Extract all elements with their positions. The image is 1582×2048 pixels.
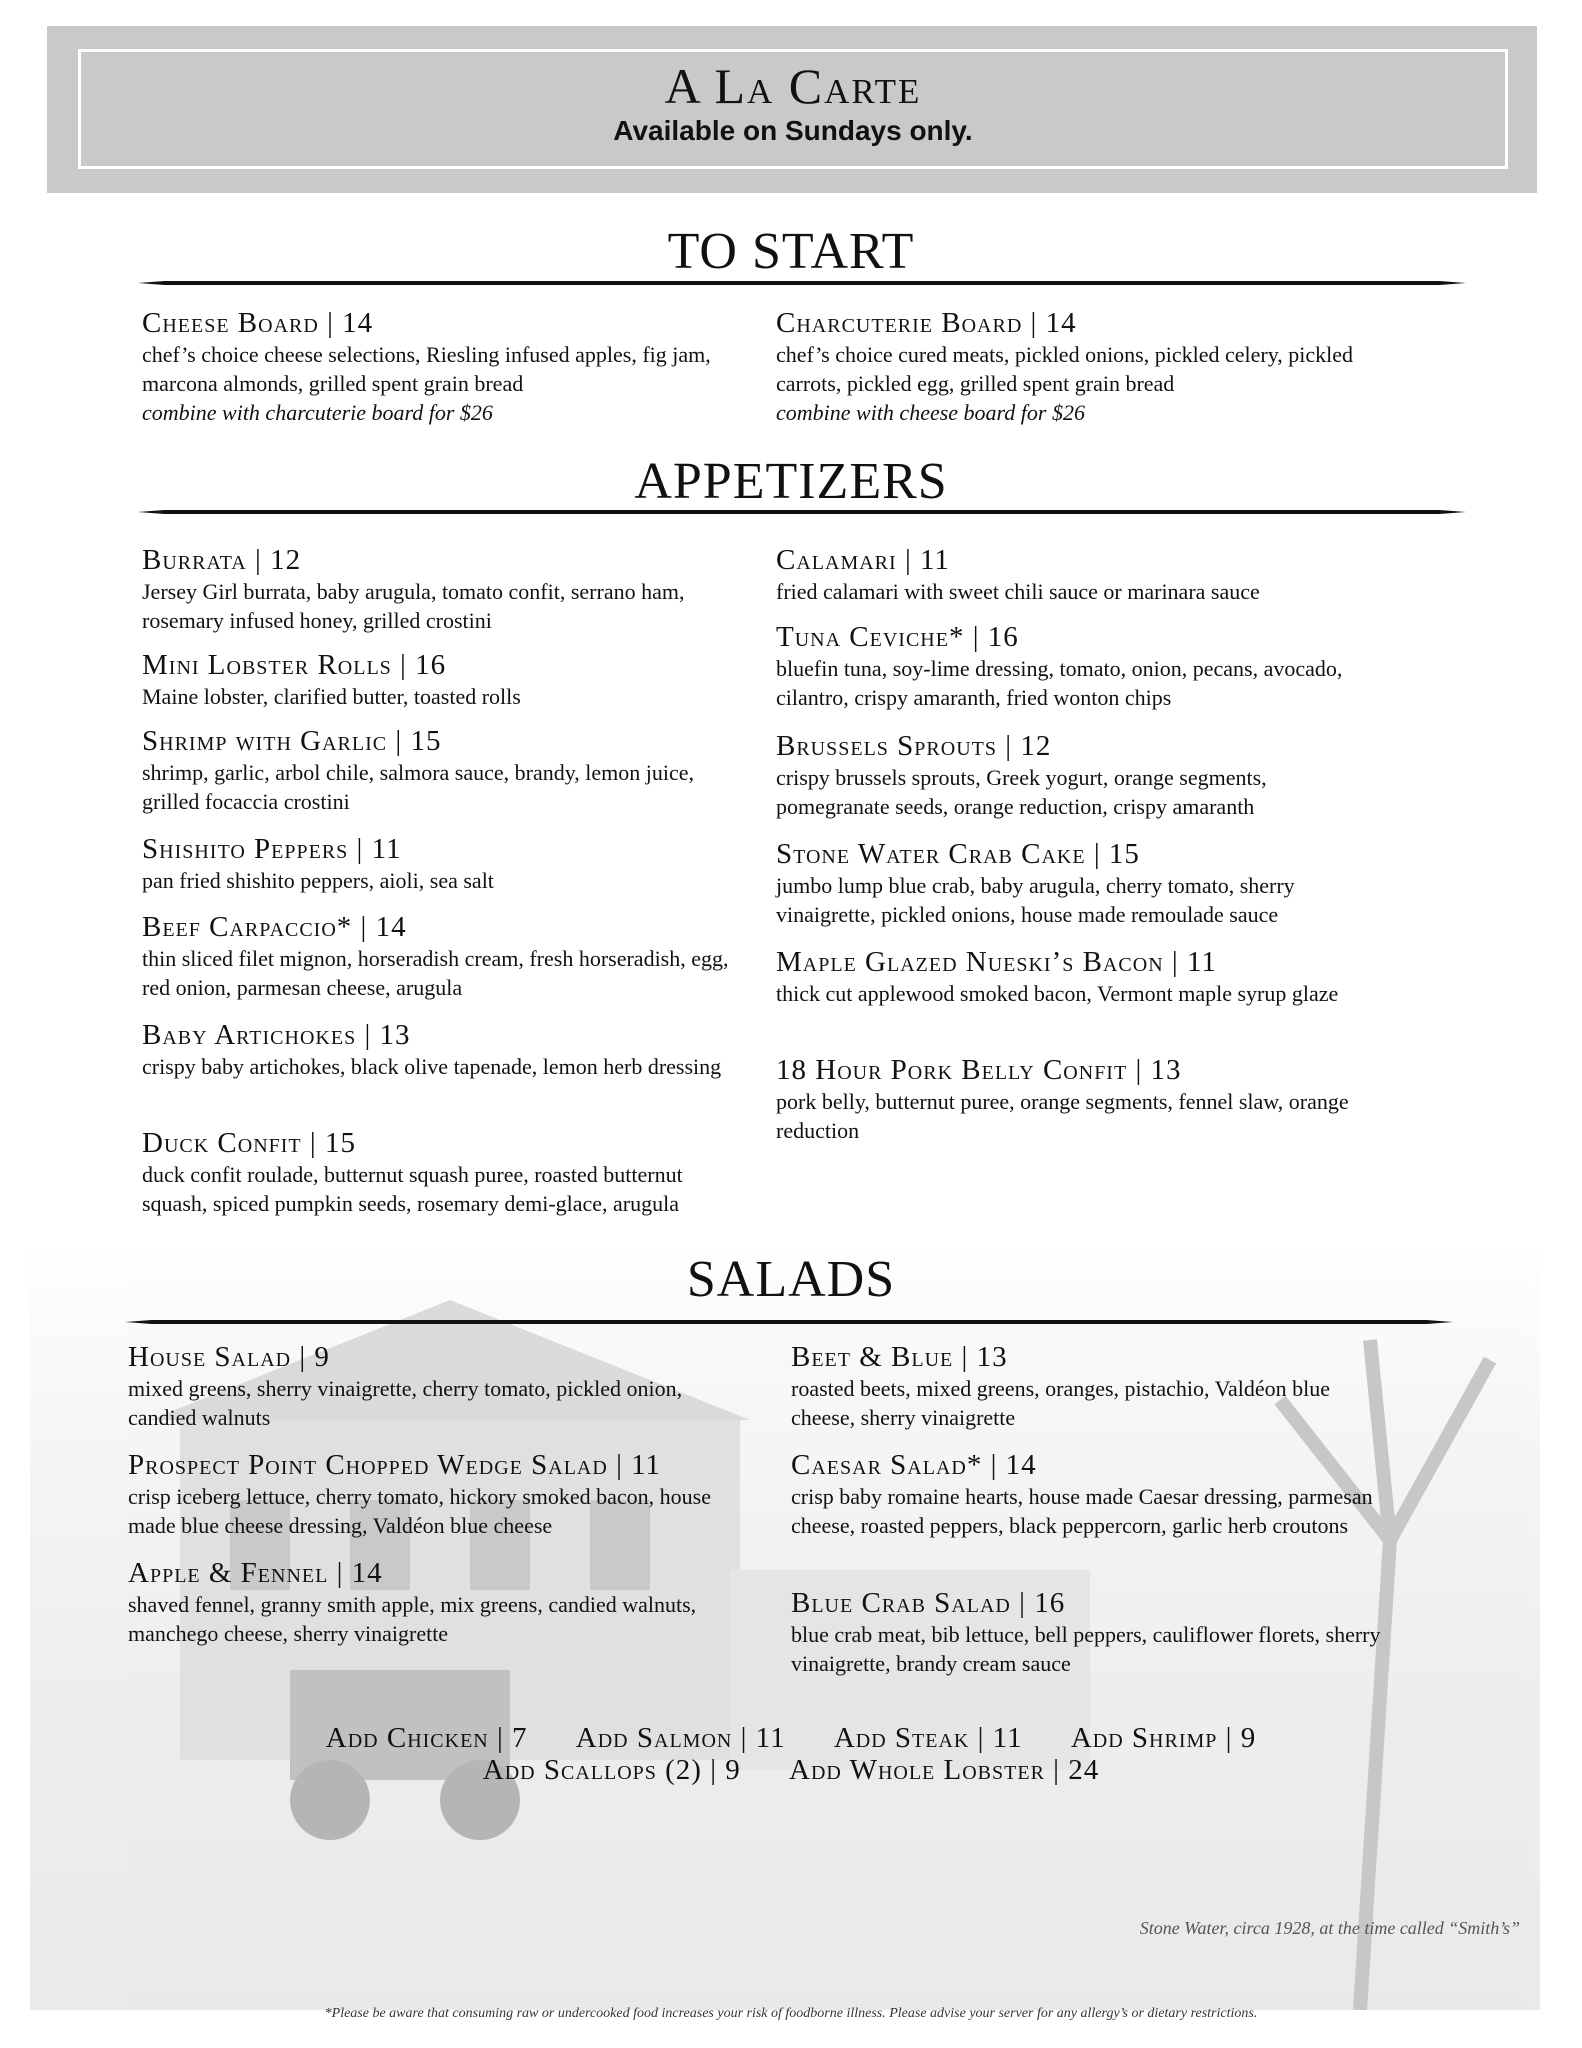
section-title-appetizers: APPETIZERS (634, 453, 948, 510)
item-price: 15 (410, 725, 442, 757)
menu-item: Maple Glazed Nueski’s Bacon | 11 thick cut applewood smoked bacon, Vermont maple syrup glaze (776, 945, 1376, 1008)
menu-item: Apple & Fennel | 14 shaved fennel, granny smith apple, mix greens, candied walnuts, manchego cheese, sherry vinaigrette (128, 1556, 728, 1648)
addon-shrimp: Add Shrimp | 9 (1070, 1722, 1257, 1754)
item-price: 13 (379, 1019, 411, 1051)
menu-title: A La Carte (664, 58, 922, 114)
photo-caption: Stone Water, circa 1928, at the time called “Smith’s” (1139, 1918, 1520, 1938)
item-price: 14 (375, 911, 407, 943)
item-price: 16 (987, 621, 1019, 653)
item-description: mixed greens, sherry vinaigrette, cherry tomato, pickled onion, candied walnuts (128, 1376, 683, 1430)
addon-salmon: Add Salmon | 11 (575, 1722, 786, 1754)
item-description: duck confit roulade, butternut squash puree, roasted butternut squash, spiced pumpkin seeds, rosemary demi-glace, arugula (142, 1162, 683, 1216)
item-description: fried calamari with sweet chili sauce or marinara sauce (776, 579, 1260, 604)
menu-item: Shrimp with Garlic | 15 shrimp, garlic, arbol chile, salmora sauce, brandy, lemon juice, grilled focaccia crostini (142, 724, 742, 816)
header-band (47, 26, 1537, 193)
menu-item: 18 Hour Pork Belly Confit | 13 pork belly, butternut puree, orange segments, fennel slaw, orange reduction (776, 1053, 1376, 1145)
menu-item: Baby Artichokes | 13 crispy baby artichokes, black olive tapenade, lemon herb dressing (142, 1018, 742, 1081)
item-description: crisp iceberg lettuce, cherry tomato, hickory smoked bacon, house made blue cheese dressing, Valdéon blue cheese (128, 1484, 712, 1538)
item-description: chef’s choice cheese selections, Riesling infused apples, fig jam, marcona almonds, grilled spent grain bread (142, 342, 711, 396)
item-price: 15 (324, 1127, 356, 1159)
menu-item: Beet & Blue | 13 roasted beets, mixed greens, oranges, pistachio, Valdéon blue cheese, sherry vinaigrette (791, 1340, 1391, 1432)
disclaimer: *Please be aware that consuming raw or undercooked food increases your risk of foodborne illness. Please advise your server for any allergy’s or dietary restrictions. (324, 2006, 1258, 2021)
item-name: Caesar Salad* (791, 1449, 983, 1481)
item-price: 12 (1020, 730, 1052, 762)
addon-whole-lobster: Add Whole Lobster | 24 (789, 1754, 1100, 1786)
item-price: 12 (270, 544, 302, 576)
item-name: Stone Water Crab Cake (776, 838, 1086, 870)
item-description: crispy brussels sprouts, Greek yogurt, orange segments, pomegranate seeds, orange reduction, crispy amaranth (776, 765, 1267, 819)
item-price: 11 (1186, 946, 1217, 978)
menu-item: Calamari | 11 fried calamari with sweet chili sauce or marinara sauce (776, 543, 1376, 606)
section-title-to-start: TO START (667, 223, 915, 280)
item-name: Shishito Peppers (142, 833, 349, 865)
addon-chicken: Add Chicken | 7 (325, 1722, 528, 1754)
item-price: 11 (920, 544, 950, 576)
item-description: chef’s choice cured meats, pickled onions, pickled celery, pickled carrots, pickled egg, grilled spent grain bread (776, 342, 1354, 396)
item-name: Mini Lobster Rolls (142, 649, 392, 681)
item-name: Cheese Board (142, 307, 319, 339)
item-description: blue crab meat, bib lettuce, bell peppers, cauliflower florets, sherry vinaigrette, brandy cream sauce (791, 1622, 1381, 1676)
menu-subtitle: Available on Sundays only. (613, 115, 973, 146)
item-description: pork belly, butternut puree, orange segments, fennel slaw, orange reduction (776, 1089, 1349, 1143)
item-description: shrimp, garlic, arbol chile, salmora sauce, brandy, lemon juice, grilled focaccia crostini (142, 760, 695, 814)
menu-item: Caesar Salad* | 14 crisp baby romaine hearts, house made Caesar dressing, parmesan cheese, roasted peppers, black peppercorn, garlic herb croutons (791, 1448, 1391, 1540)
item-name: Brussels Sprouts (776, 730, 997, 762)
menu-item: Tuna Ceviche* | 16 bluefin tuna, soy-lime dressing, tomato, onion, pecans, avocado, cilantro, crispy amaranth, fried wonton chips (776, 620, 1376, 712)
item-name: Apple & Fennel (128, 1557, 329, 1589)
item-description: Jersey Girl burrata, baby arugula, tomato confit, serrano ham, rosemary infused honey, grilled crostini (142, 579, 685, 633)
menu-item: Brussels Sprouts | 12 crispy brussels sprouts, Greek yogurt, orange segments, pomegranate seeds, orange reduction, crispy amaranth (776, 729, 1376, 821)
item-description: thin sliced filet mignon, horseradish cream, fresh horseradish, egg, red onion, parmesan cheese, arugula (142, 946, 729, 1000)
header-frame (78, 49, 1508, 169)
item-price: 13 (976, 1341, 1008, 1373)
item-note: combine with cheese board for $26 (776, 400, 1085, 425)
item-price: 11 (371, 833, 402, 865)
item-description: crisp baby romaine hearts, house made Caesar dressing, parmesan cheese, roasted peppers, black peppercorn, garlic herb croutons (791, 1484, 1373, 1538)
item-name: Prospect Point Chopped Wedge Salad (128, 1449, 608, 1481)
item-description: pan fried shishito peppers, aioli, sea salt (142, 868, 494, 893)
menu-item: Beef Carpaccio* | 14 thin sliced filet mignon, horseradish cream, fresh horseradish, egg, red onion, parmesan cheese, arugula (142, 910, 742, 1002)
item-price: 14 (1005, 1449, 1037, 1481)
item-price: 14 (342, 307, 374, 339)
item-name: Calamari (776, 544, 897, 576)
item-price: 16 (1034, 1587, 1066, 1619)
section-rule-to-start (138, 281, 1466, 285)
item-name: Beet & Blue (791, 1341, 954, 1373)
item-name: Maple Glazed Nueski’s Bacon (776, 946, 1164, 978)
item-name: Tuna Ceviche* (776, 621, 965, 653)
menu-item: Charcuterie Board | 14 chef’s choice cured meats, pickled onions, pickled celery, pickled carrots, pickled egg, grilled spent grain bread combine with cheese board for $26 (776, 306, 1376, 427)
item-name: Beef Carpaccio* (142, 911, 353, 943)
addons-line-1 (0, 1722, 1582, 1754)
item-description: shaved fennel, granny smith apple, mix greens, candied walnuts, manchego cheese, sherry vinaigrette (128, 1592, 697, 1646)
item-price: 14 (1045, 307, 1077, 339)
item-name: Baby Artichokes (142, 1019, 357, 1051)
section-title-salads: SALADS (686, 1251, 896, 1308)
menu-item: House Salad | 9 mixed greens, sherry vinaigrette, cherry tomato, pickled onion, candied walnuts (128, 1340, 728, 1432)
addons-line-2 (0, 1754, 1582, 1786)
menu-item: Burrata | 12 Jersey Girl burrata, baby arugula, tomato confit, serrano ham, rosemary infused honey, grilled crostini (142, 543, 742, 635)
item-name: Shrimp with Garlic (142, 725, 388, 757)
item-price: 16 (415, 649, 447, 681)
menu-item: Prospect Point Chopped Wedge Salad | 11 crisp iceberg lettuce, cherry tomato, hickory smoked bacon, house made blue cheese dressing, Valdéon blue cheese (128, 1448, 728, 1540)
item-description: Maine lobster, clarified butter, toasted rolls (142, 684, 521, 709)
menu-item: Mini Lobster Rolls | 16 Maine lobster, clarified butter, toasted rolls (142, 648, 742, 711)
item-note: combine with charcuterie board for $26 (142, 400, 493, 425)
item-name: Charcuterie Board (776, 307, 1023, 339)
menu-item: Shishito Peppers | 11 pan fried shishito peppers, aioli, sea salt (142, 832, 742, 895)
item-name: Burrata (142, 544, 247, 576)
item-price: 11 (631, 1449, 662, 1481)
item-price: 9 (314, 1341, 330, 1373)
menu-item: Cheese Board | 14 chef’s choice cheese selections, Riesling infused apples, fig jam, marcona almonds, grilled spent grain bread combine with charcuterie board for $26 (142, 306, 742, 427)
menu-item: Blue Crab Salad | 16 blue crab meat, bib lettuce, bell peppers, cauliflower florets, sherry vinaigrette, brandy cream sauce (791, 1586, 1391, 1678)
item-description: thick cut applewood smoked bacon, Vermont maple syrup glaze (776, 981, 1339, 1006)
item-price: 15 (1108, 838, 1140, 870)
addon-steak: Add Steak | 11 (833, 1722, 1023, 1754)
item-name: House Salad (128, 1341, 292, 1373)
item-price: 13 (1150, 1054, 1182, 1086)
item-description: bluefin tuna, soy-lime dressing, tomato, onion, pecans, avocado, cilantro, crispy amaranth, fried wonton chips (776, 656, 1343, 710)
addon-scallops: Add Scallops (2) | 9 (482, 1754, 741, 1786)
item-name: Blue Crab Salad (791, 1587, 1011, 1619)
item-description: roasted beets, mixed greens, oranges, pistachio, Valdéon blue cheese, sherry vinaigrette (791, 1376, 1331, 1430)
item-price: 14 (351, 1557, 383, 1589)
item-description: jumbo lump blue crab, baby arugula, cherry tomato, sherry vinaigrette, pickled onions, house made remoulade sauce (776, 873, 1295, 927)
section-rule-appetizers (138, 510, 1466, 514)
item-name: Duck Confit (142, 1127, 302, 1159)
item-description: crispy baby artichokes, black olive tapenade, lemon herb dressing (142, 1054, 722, 1079)
menu-item: Duck Confit | 15 duck confit roulade, butternut squash puree, roasted butternut squash, spiced pumpkin seeds, rosemary demi-glace, arugula (142, 1126, 742, 1218)
section-rule-salads (125, 1320, 1453, 1324)
item-name: 18 Hour Pork Belly Confit (776, 1054, 1128, 1086)
menu-item: Stone Water Crab Cake | 15 jumbo lump blue crab, baby arugula, cherry tomato, sherry vinaigrette, pickled onions, house made remoulade sauce (776, 837, 1376, 929)
